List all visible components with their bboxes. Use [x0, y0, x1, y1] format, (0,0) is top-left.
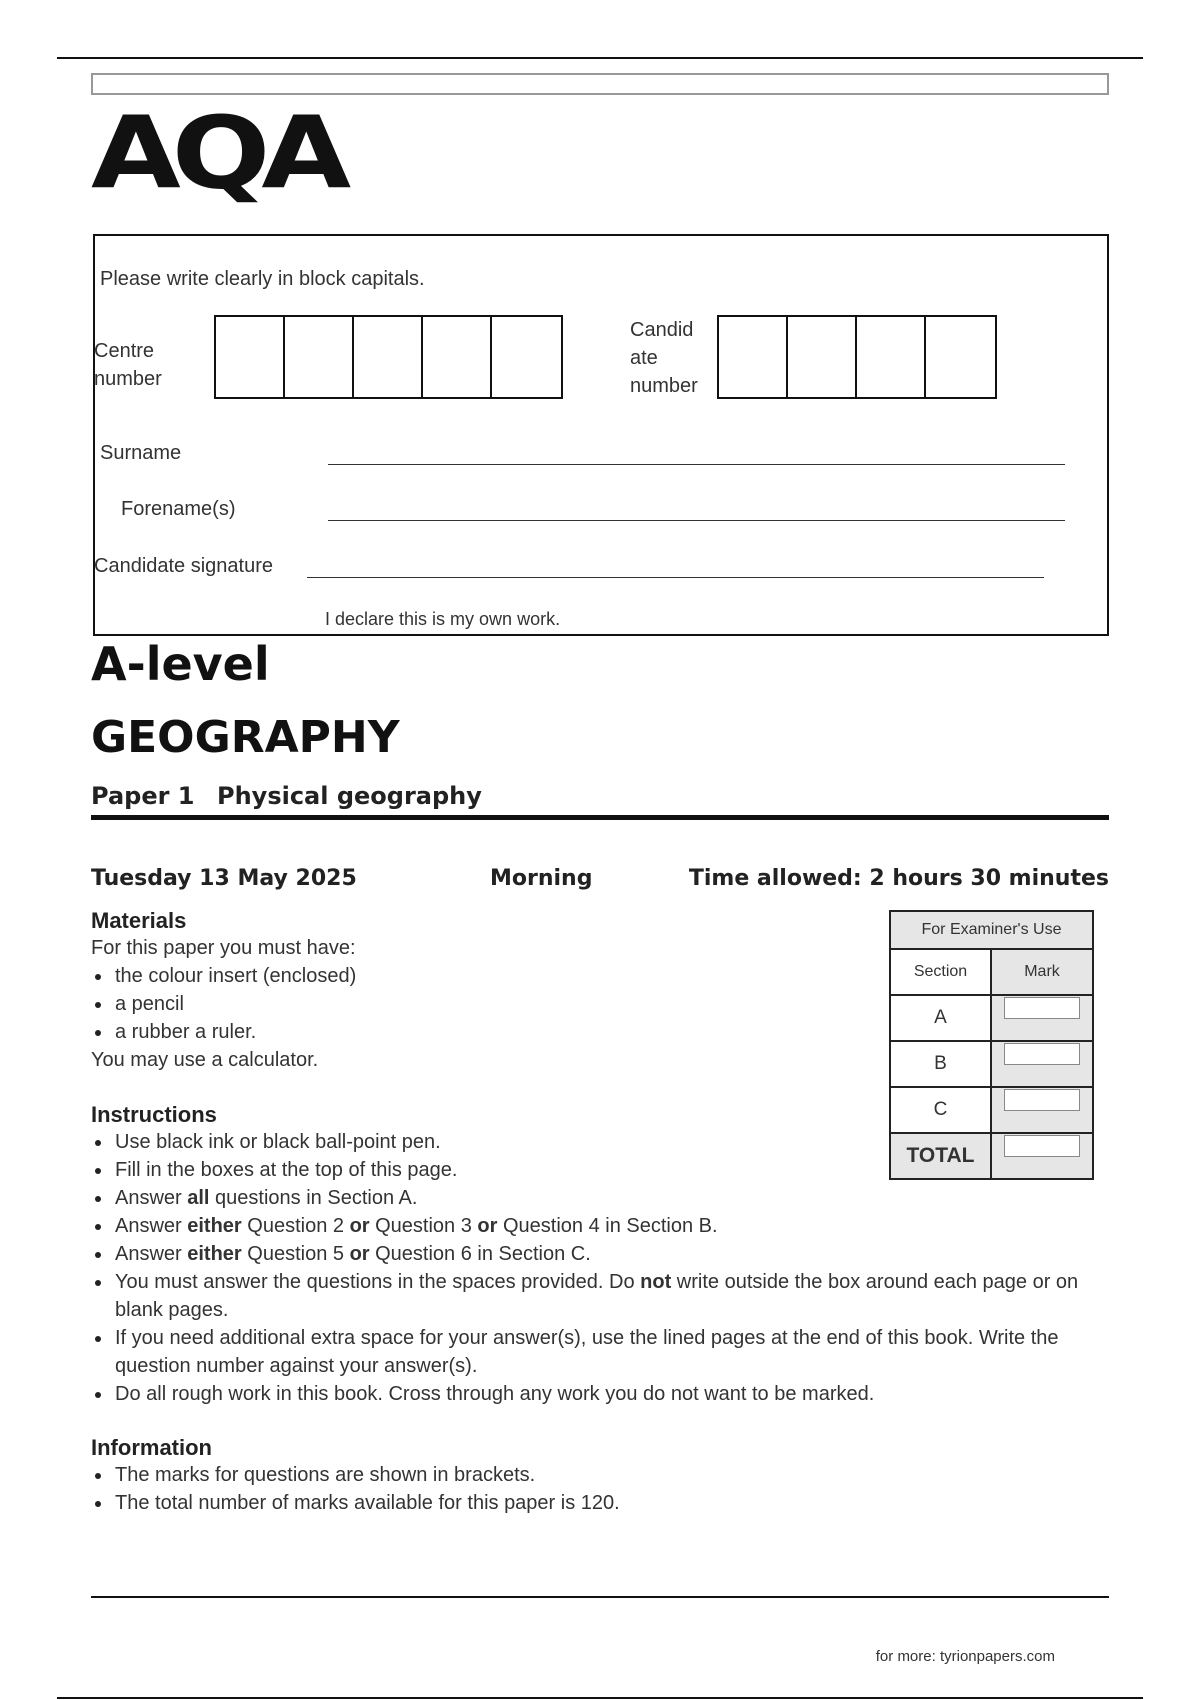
materials-section — [91, 908, 851, 1074]
centre-number-label: Centre number — [94, 340, 162, 390]
signature-line[interactable] — [307, 577, 1044, 578]
instruction-item: Use black ink or black ball-point pen. — [91, 1128, 1091, 1156]
bottom-rule — [57, 1697, 1143, 1699]
exam-session: Morning — [490, 866, 593, 891]
instruction-item: You must answer the questions in the spaces provided. Do not write outside the box around each page or on blank pages. — [91, 1268, 1091, 1324]
centre-number-cell[interactable] — [216, 317, 285, 397]
subject-title: GEOGRAPHY — [91, 712, 400, 763]
exam-date: Tuesday 13 May 2025 — [91, 866, 357, 891]
candidate-number-cell[interactable] — [857, 317, 926, 397]
time-allowed: Time allowed: 2 hours 30 minutes — [688, 866, 1109, 891]
centre-number-cell[interactable] — [492, 317, 561, 397]
paper-number: Paper 1 — [91, 782, 195, 810]
instruction-item: If you need additional extra space for your answer(s), use the lined pages at the end of this book. Write the question number against your answer(s). — [91, 1324, 1091, 1380]
paper-title: Physical geography — [217, 782, 482, 810]
forenames-line[interactable] — [328, 520, 1065, 521]
instruction-item: Answer all questions in Section A. — [91, 1184, 1091, 1212]
information-heading: Information — [91, 1435, 212, 1460]
surname-label: Surname — [100, 442, 182, 464]
instruction-item: Fill in the boxes at the top of this page. — [91, 1156, 1091, 1184]
footer-link[interactable]: for more: tyrionpapers.com — [875, 1648, 1055, 1665]
surname-line[interactable] — [328, 464, 1065, 465]
information-item: The total number of marks available for this paper is 120. — [91, 1489, 1091, 1517]
signature-label: Candidate signature — [94, 555, 274, 577]
information-item: The marks for questions are shown in brackets. — [91, 1461, 1091, 1489]
instruction-item: Answer either Question 5 or Question 6 in Section C. — [91, 1240, 1091, 1268]
examiner-use-table — [889, 910, 1094, 1180]
candidate-number-cell[interactable] — [719, 317, 788, 397]
section-a-mark[interactable] — [991, 995, 1093, 1041]
section-column-header: Section — [890, 949, 991, 995]
information-section — [91, 1435, 1091, 1517]
mark-input-box[interactable] — [1004, 997, 1080, 1019]
materials-item: the colour insert (enclosed) — [91, 962, 851, 990]
block-capitals-instruction: Please write clearly in block capitals. — [100, 268, 425, 290]
mark-input-box[interactable] — [1004, 1043, 1080, 1065]
total-mark[interactable] — [991, 1133, 1093, 1179]
centre-number-cell[interactable] — [354, 317, 423, 397]
section-a-label: A — [890, 995, 991, 1041]
candidate-number-grid — [717, 315, 997, 399]
total-label: TOTAL — [890, 1133, 991, 1179]
section-b-label: B — [890, 1041, 991, 1087]
barcode-box — [91, 73, 1109, 95]
section-c-label: C — [890, 1087, 991, 1133]
examiner-table-title: For Examiner's Use — [890, 911, 1093, 949]
section-c-mark[interactable] — [991, 1087, 1093, 1133]
instructions-heading: Instructions — [91, 1102, 217, 1127]
mark-input-box[interactable] — [1004, 1135, 1080, 1157]
centre-number-cell[interactable] — [285, 317, 354, 397]
materials-item: a pencil — [91, 990, 851, 1018]
section-b-mark[interactable] — [991, 1041, 1093, 1087]
candidate-number-label: Candid ate number — [630, 319, 698, 397]
centre-number-cell[interactable] — [423, 317, 492, 397]
mark-column-header: Mark — [991, 949, 1093, 995]
declaration-text: I declare this is my own work. — [325, 609, 561, 629]
footer-rule — [91, 1596, 1109, 1598]
instruction-item: Do all rough work in this book. Cross through any work you do not want to be marked. — [91, 1380, 1091, 1408]
level-title: A-level — [91, 637, 270, 691]
candidate-number-cell[interactable] — [788, 317, 857, 397]
materials-heading: Materials — [91, 908, 187, 933]
forenames-label: Forename(s) — [121, 498, 236, 520]
materials-intro: For this paper you must have: — [91, 937, 356, 959]
title-rule — [91, 815, 1109, 820]
centre-number-grid — [214, 315, 563, 399]
top-rule — [57, 57, 1143, 59]
instruction-item: Answer either Question 2 or Question 3 or Question 4 in Section B. — [91, 1212, 1091, 1240]
mark-input-box[interactable] — [1004, 1089, 1080, 1111]
candidate-number-cell[interactable] — [926, 317, 995, 397]
calculator-note: You may use a calculator. — [91, 1049, 319, 1071]
aqa-logo: AQA — [91, 95, 343, 212]
materials-item: a rubber a ruler. — [91, 1018, 851, 1046]
